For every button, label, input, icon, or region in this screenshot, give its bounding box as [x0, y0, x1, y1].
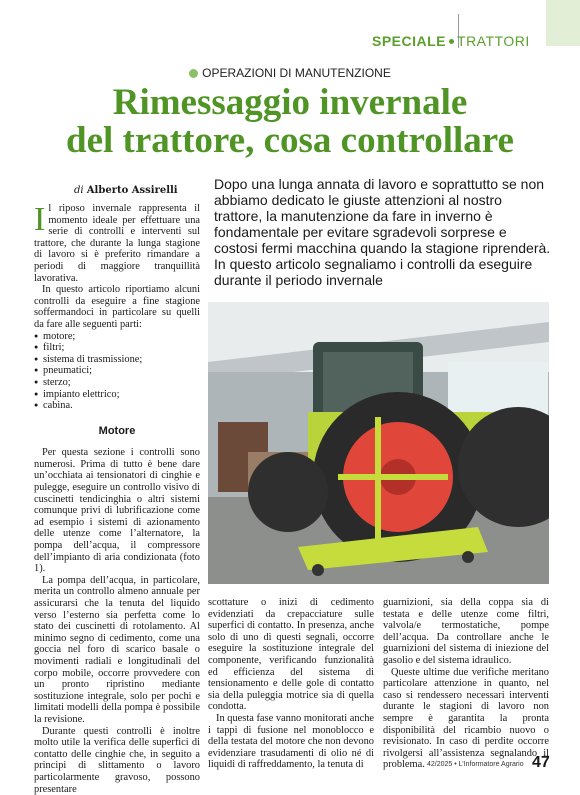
list-item: ● filtri;: [34, 342, 200, 354]
rubric: [0, 66, 580, 80]
paragraph: scottature o inizi di cedimento evidenziati da crepacciature sulle superfici di contatto. In presenza, anche solo di uno di questi segnali, occorre eseguire la sostituzione integrale del componente, verificando funzionalità ed efficienza del sistema di tensionamento e delle gole di contatto sia della puleggia motrice sia di quella condotta.: [208, 597, 374, 713]
title-line-2: del trattore, cosa controllare: [66, 120, 514, 161]
drop-cap: I: [34, 201, 46, 238]
paragraph: In questo articolo riportiamo alcuni controlli da eseguire a fine stagione soffermandoci in particolare su quelli da fare alle seguenti parti:: [34, 284, 200, 330]
parts-list: [34, 331, 200, 412]
column-3: [383, 597, 549, 771]
page-number: 47: [532, 754, 550, 771]
list-item: ● sistema di trasmissione;: [34, 354, 200, 366]
column-1: [34, 203, 200, 795]
section-label: SPECIALE: [372, 33, 447, 49]
byline-prefix: di: [74, 185, 84, 196]
list-item: ● sterzo;: [34, 377, 200, 389]
paragraph: Per questa sezione i controlli sono numerosi. Prima di tutto è bene dare un’occhiata ai tensionatori di cinghie e pulegge, eseguire un controllo visivo di cuscinetti tendicinghia o altri sistemi comunque privi di lubrificazione come ad esempio i sistemi di azionamento delle utenze come l’alternatore, la pompa dell’acqua, il compressore dell’impianto di aria condizionata (foto 1).: [34, 447, 200, 575]
author-name: Alberto Assirelli: [86, 185, 178, 196]
tractor-photo: [208, 302, 549, 584]
paragraph: In questa fase vanno monitorati anche i tappi di fusione nel monoblocco e della testata del motore che non devono evidenziare trasudamenti di olio né di liquidi di raffreddamento, la tenuta di: [208, 712, 374, 771]
title-line-1: Rimessaggio invernale: [112, 82, 468, 123]
list-item: ● impianto elettrico;: [34, 389, 200, 401]
list-item: ● pneumatici;: [34, 365, 200, 377]
list-item: ● cabina.: [34, 400, 200, 412]
paragraph-text: l riposo invernale rappresenta il momento ideale per effettuare una serie di controlli e interventi sul trattore, che durante la lunga stagione di lavoro si è preferito rimandare a periodi di maggiore tranquillità lavorativa.: [34, 203, 200, 284]
dot-icon: [449, 39, 454, 44]
paragraph-intro: [34, 203, 200, 284]
rubric-label: OPERAZIONI DI MANUTENZIONE: [202, 66, 391, 80]
paragraph: guarnizioni, sia della coppa sia di testata e delle utenze come filtri, valvola/e termostatiche, pompe dell’acqua. Da controllare anche le guarnizioni del sistema di iniezione del gasolio e del sistema idraulico.: [383, 597, 549, 666]
paragraph: La pompa dell’acqua, in particolare, merita un controllo almeno annuale per assicurarsi che la tenuta del liquido verso l’esterno sia perfetta come lo stato dei cuscinetti di rotolamento. Al minimo segno di cedimento, come una goccia nel foro di scarico basale o movimenti radiali e longitudinali del corpo mobile, occorre provvedere con un pronto ripristino mediante sostituzione integrale, solo per pochi e limitati modelli della pompa è possibile la revisione.: [34, 574, 200, 725]
byline: [74, 185, 178, 196]
topic-label: TRATTORI: [457, 33, 530, 49]
paragraph: Queste ultime due verifiche meritano particolare attenzione in quanto, nel caso si rendessero necessari interventi durante le stagioni di lavoro non sempre è garantita la pronta disponibilità del ricambio nuovo o revisionato. In caso di perdite occorre rivolgersi all’assistenza segnalando il problema.: [383, 666, 549, 771]
lede: Dopo una lunga annata di lavoro e soprattutto se non abbiamo dedicato le giuste attenzioni al nostro trattore, la manutenzione da fare in inverno è fondamentale per evitare sgradevoli sorprese e costosi fermi macchina quando la stagione riprenderà. In questo articolo segnaliamo i controlli da eseguire durante il periodo invernale: [214, 176, 551, 288]
page-title: [0, 84, 580, 160]
section-header: [372, 33, 530, 49]
paragraph: Durante questi controlli è inoltre molto utile la verifica delle superfici di contatto delle cinghie che, in seguito a principi di slittamento o lavoro particolarmente gravoso, possono presentare: [34, 725, 200, 795]
column-2: [208, 597, 374, 771]
corner-tab: [546, 0, 580, 46]
issue-footer: 42/2025 • L’Informatore Agrario: [427, 761, 524, 768]
list-item: ● motore;: [34, 331, 200, 343]
section-title-motore: Motore: [98, 424, 136, 437]
bullet-icon: [189, 69, 198, 78]
